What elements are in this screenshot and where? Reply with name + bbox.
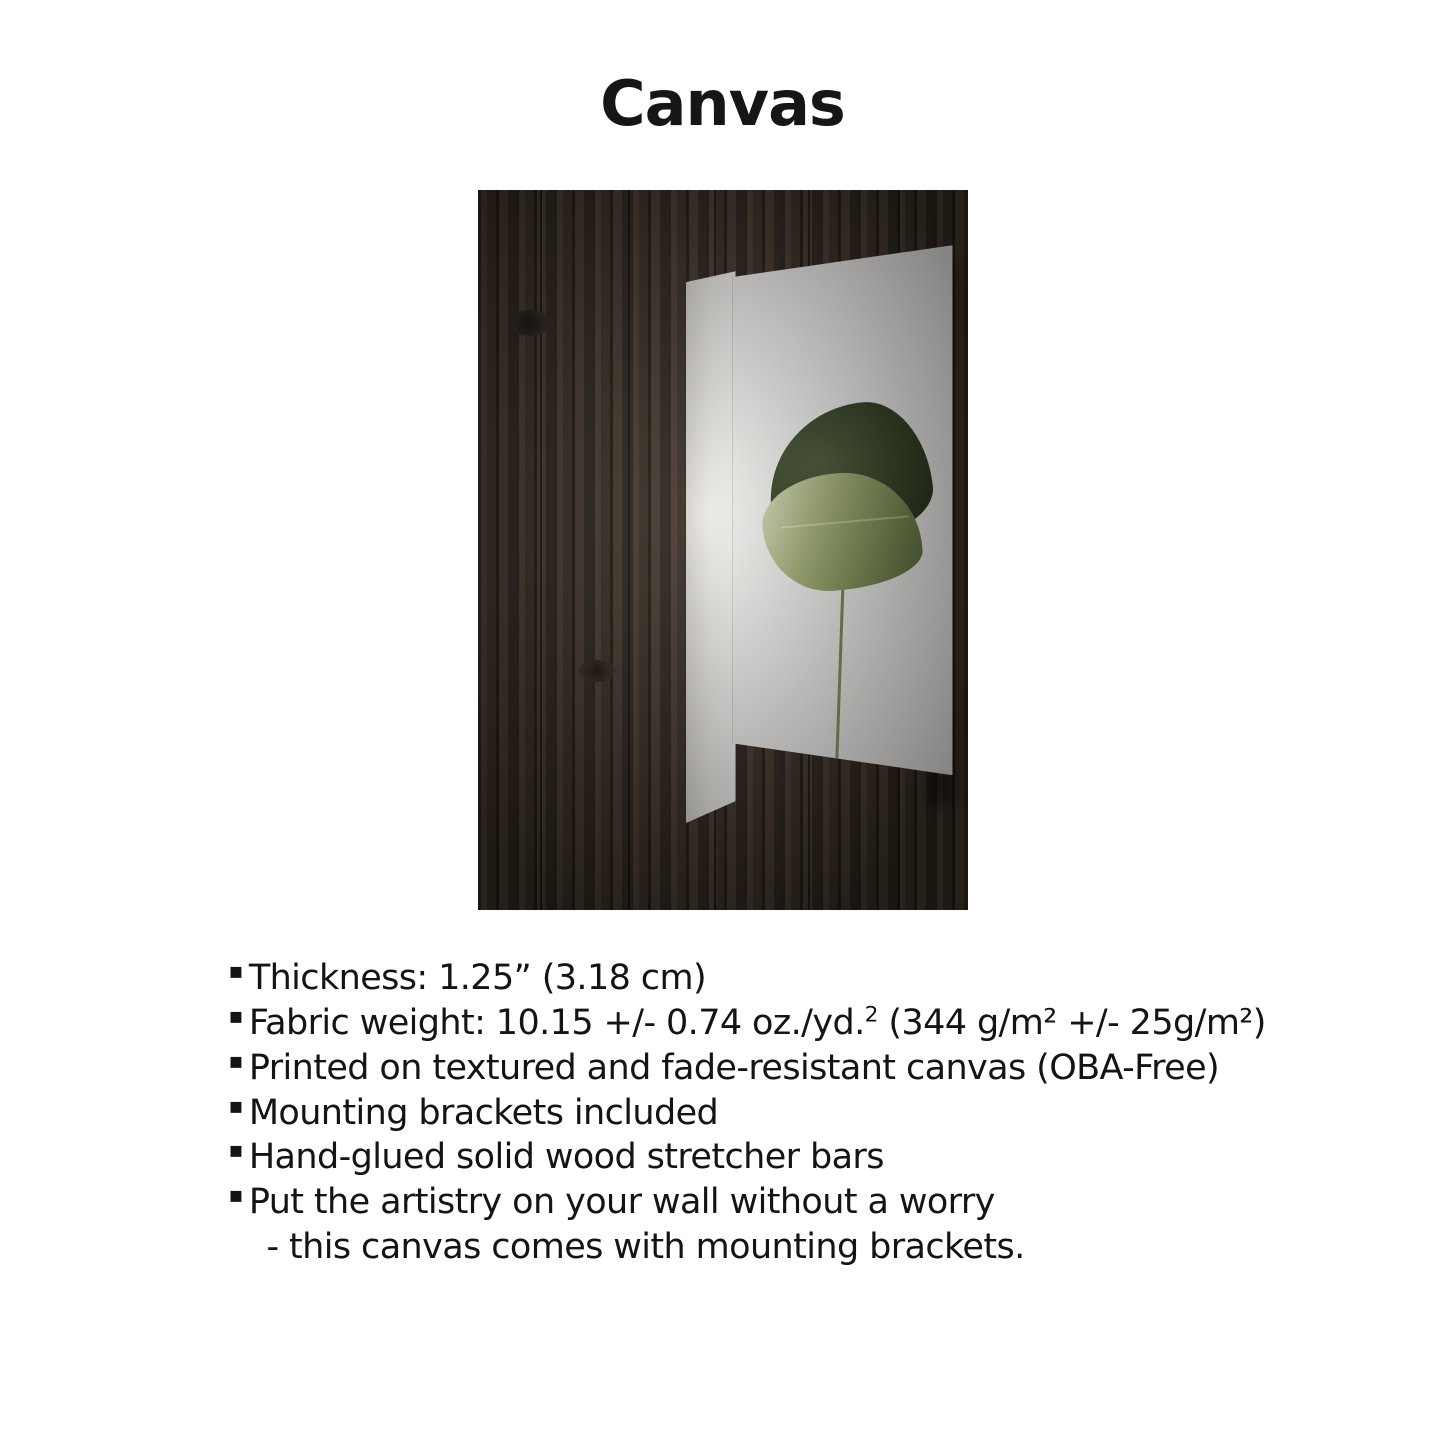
spec-text: Fabric weight: 10.15 +/- 0.74 oz./yd.	[248, 1002, 865, 1043]
product-image	[478, 190, 968, 910]
bullet-icon: ▪	[228, 1093, 243, 1119]
bullet-icon: ▪	[228, 1003, 243, 1029]
spec-superscript: 2	[864, 1002, 878, 1028]
page-title: Canvas	[600, 67, 845, 140]
spec-stretcher-bars: Hand-glued solid wood stretcher bars	[248, 1137, 884, 1178]
spec-worry-free-continuation: - this canvas comes with mounting brackets.	[266, 1226, 1025, 1267]
list-item	[229, 1180, 1223, 1225]
bullet-icon: ▪	[228, 1138, 243, 1164]
spec-list	[223, 956, 1266, 1270]
bullet-icon: ▪	[228, 1183, 243, 1209]
list-item	[229, 1046, 1223, 1091]
bullet-icon: ▪	[228, 959, 243, 985]
spec-thickness	[249, 956, 706, 1001]
list-item	[229, 1091, 1223, 1136]
spec-mounting-brackets: Mounting brackets included	[248, 1092, 719, 1133]
photo-vignette	[478, 190, 968, 910]
spec-text-tail: (344 g/m² +/- 25g/m²)	[877, 1002, 1266, 1043]
list-item	[228, 1001, 1266, 1046]
spec-fabric-weight	[249, 1001, 1266, 1046]
spec-text: Thickness: 1.25” (3.18 cm)	[248, 958, 707, 999]
spec-print-surface: Printed on textured and fade-resistant canvas (OBA-Free)	[248, 1047, 1220, 1088]
spec-worry-free: Put the artistry on your wall without a worry	[248, 1182, 995, 1223]
bullet-icon: ▪	[228, 1048, 243, 1074]
list-item	[229, 956, 1223, 1001]
list-item	[229, 1135, 1223, 1180]
